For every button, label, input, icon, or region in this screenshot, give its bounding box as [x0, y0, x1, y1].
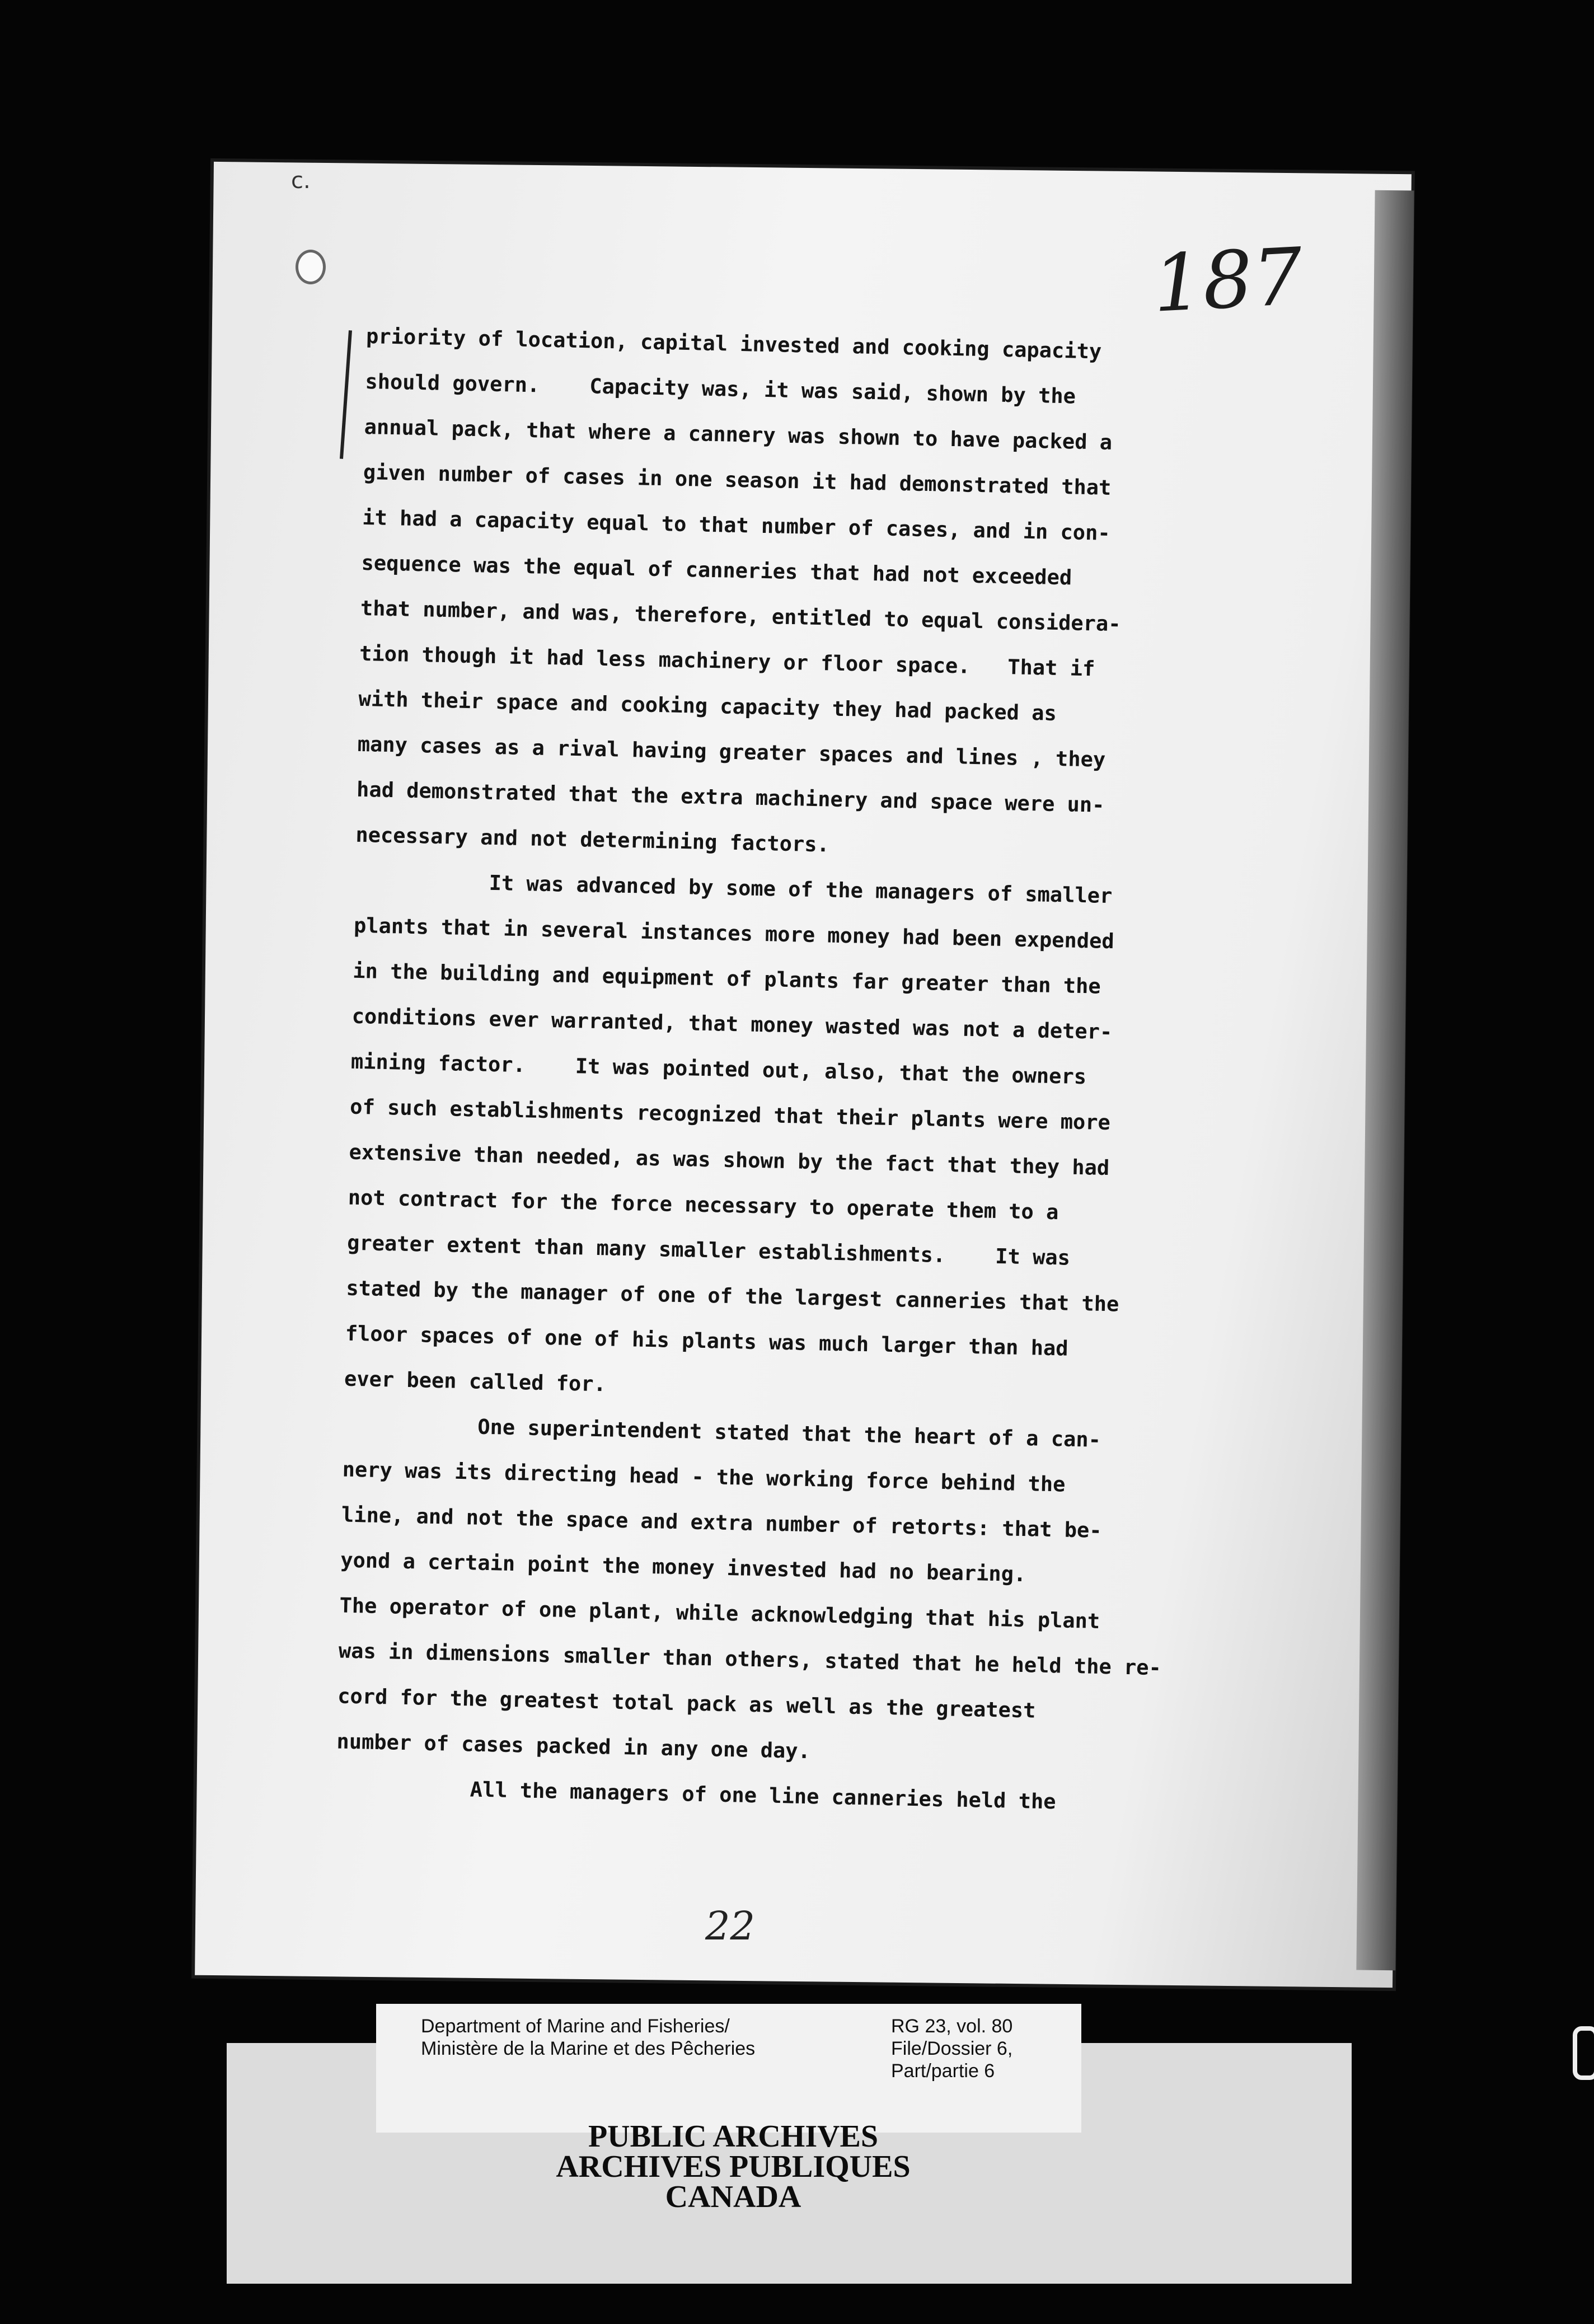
text-line: The operator of one plant, while acknowledging that his plant	[339, 1593, 1100, 1633]
paragraph-3	[336, 1402, 1273, 1784]
text-line: floor spaces of one of his plants was much larger than had	[345, 1321, 1069, 1361]
paragraph-2	[344, 858, 1284, 1421]
text-line: greater extent than many smaller establishments. It was	[346, 1230, 1071, 1270]
text-line: sequence was the equal of canneries that had not exceeded	[361, 550, 1072, 590]
film-edge-mark	[1573, 2026, 1594, 2080]
punch-hole-icon	[296, 250, 326, 284]
stamp-line: CANADA	[665, 2180, 801, 2214]
reference-line: RG 23, vol. 80	[891, 2016, 1013, 2037]
text-line: One superintendent stated that the heart of a can-	[477, 1414, 1101, 1452]
text-line: nery was its directing head - the working force behind the	[342, 1457, 1066, 1497]
text-line: that number, and was, therefore, entitled to equal considera-	[360, 596, 1121, 636]
text-line: extensive than needed, as was shown by the fact that they had	[349, 1140, 1110, 1180]
text-line: mining factor. It was pointed out, also, that the owners	[350, 1049, 1087, 1089]
text-line: it had a capacity equal to that number of cases, and in con-	[362, 505, 1111, 545]
text-line: stated by the manager of one of the largest canneries that the	[346, 1276, 1119, 1316]
department-line: Department of Marine and Fisheries/	[421, 2016, 730, 2037]
text-line: in the building and equipment of plants far greater than the	[352, 958, 1101, 999]
text-line: necessary and not determining factors.	[355, 822, 830, 857]
folio-number: 187	[1150, 231, 1305, 330]
corner-mark: c.	[291, 168, 311, 194]
text-line: tion though it had less machinery or floor space. That if	[359, 641, 1095, 681]
text-line: many cases as a rival having greater spaces and lines , they	[357, 732, 1106, 772]
stamp-line: ARCHIVES PUBLIQUES	[556, 2149, 911, 2184]
text-line: cord for the greatest total pack as well as the greatest	[337, 1684, 1036, 1723]
text-line: number of cases packed in any one day.	[336, 1729, 811, 1764]
reference-line: Part/partie 6	[891, 2060, 995, 2082]
text-line: annual pack, that where a cannery was shown to have packed a	[364, 414, 1113, 455]
text-line: All the managers of one line canneries held the	[470, 1777, 1057, 1814]
text-line: line, and not the space and extra number of retorts: that be-	[341, 1502, 1103, 1543]
text-line: yond a certain point the money invested had no bearing.	[340, 1548, 1026, 1587]
paragraph-1	[355, 313, 1296, 877]
text-line: ever been called for.	[344, 1366, 607, 1397]
department-name	[421, 2015, 755, 2060]
text-line: not contract for the force necessary to operate them to a	[348, 1185, 1059, 1225]
archive-reference-label	[376, 2004, 1081, 2133]
text-line: given number of cases in one season it had demonstrated that	[363, 460, 1112, 500]
text-line: with their space and cooking capacity they had packed as	[358, 686, 1057, 725]
stamp-line: PUBLIC ARCHIVES	[588, 2119, 879, 2154]
page-number: 22	[705, 1903, 756, 1949]
typed-body-text	[335, 313, 1296, 1829]
text-line: was in dimensions smaller than others, stated that he held the re-	[338, 1638, 1162, 1680]
text-line: had demonstrated that the extra machinery and space were un-	[356, 777, 1105, 817]
text-line: conditions ever warranted, that money wasted was not a deter-	[351, 1004, 1113, 1044]
reference-line: File/Dossier 6,	[891, 2038, 1013, 2059]
text-line: should govern. Capacity was, it was said, shown by the	[365, 369, 1076, 409]
text-line: priority of location, capital invested and cooking capacity	[365, 324, 1102, 364]
text-line: plants that in several instances more money had been expended	[353, 913, 1115, 954]
record-reference	[891, 2015, 1012, 2082]
department-line: Ministère de la Marine et des Pêcheries	[421, 2038, 756, 2059]
text-line: It was advanced by some of the managers of smaller	[489, 870, 1113, 908]
public-archives-stamp	[381, 2121, 1086, 2212]
text-line: of such establishments recognized that their plants were more	[349, 1094, 1111, 1135]
